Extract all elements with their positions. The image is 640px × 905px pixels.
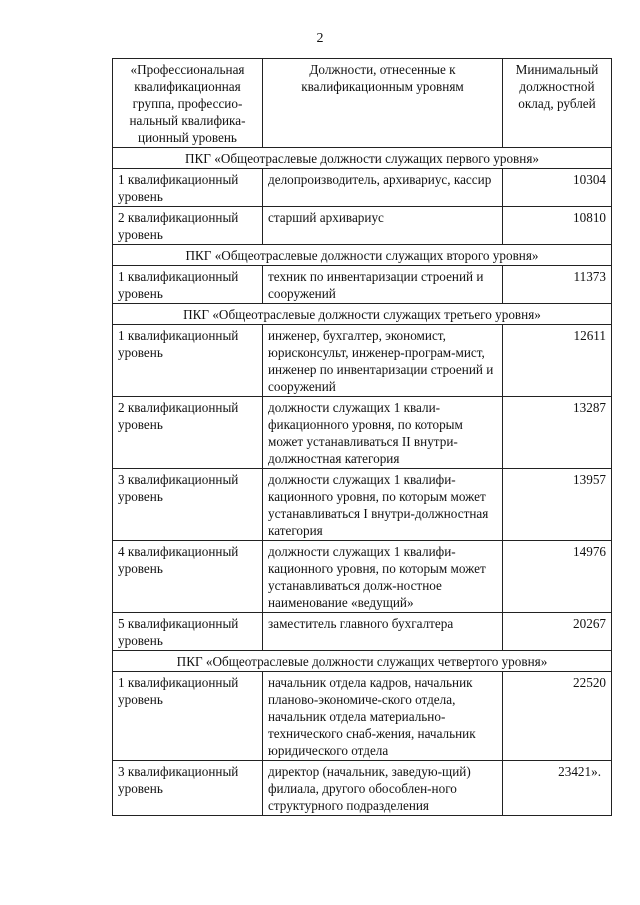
table-row bbox=[113, 469, 612, 541]
group-title: ПКГ «Общеотраслевые должности служащих четвертого уровня» bbox=[113, 651, 612, 672]
positions-cell: делопроизводитель, архивариус, кассир bbox=[263, 169, 503, 207]
level-cell: 3 квалификационный уровень bbox=[113, 761, 263, 816]
salary-cell: 23421». bbox=[503, 761, 612, 816]
level-cell: 2 квалификационный уровень bbox=[113, 207, 263, 245]
group-row bbox=[113, 651, 612, 672]
table-row bbox=[113, 207, 612, 245]
level-cell: 1 квалификационный уровень bbox=[113, 672, 263, 761]
level-cell: 2 квалификационный уровень bbox=[113, 397, 263, 469]
level-cell: 1 квалификационный уровень bbox=[113, 169, 263, 207]
positions-cell: заместитель главного бухгалтера bbox=[263, 613, 503, 651]
positions-cell: инженер, бухгалтер, экономист, юрисконсульт, инженер-програм-мист, инженер по инвентаризации строений и сооружений bbox=[263, 325, 503, 397]
salary-cell: 14976 bbox=[503, 541, 612, 613]
table-row bbox=[113, 266, 612, 304]
positions-cell: начальник отдела кадров, начальник планово-экономиче-ского отдела, начальник отдела материально-технического снаб-жения, начальник юридического отдела bbox=[263, 672, 503, 761]
table-row bbox=[113, 541, 612, 613]
group-title: ПКГ «Общеотраслевые должности служащих второго уровня» bbox=[113, 245, 612, 266]
salary-cell: 13287 bbox=[503, 397, 612, 469]
group-title: ПКГ «Общеотраслевые должности служащих первого уровня» bbox=[113, 148, 612, 169]
positions-cell: директор (начальник, заведую-щий) филиала, другого обособлен-ного структурного подразделения bbox=[263, 761, 503, 816]
salary-table bbox=[112, 58, 612, 816]
group-row bbox=[113, 148, 612, 169]
positions-cell: техник по инвентаризации строений и сооружений bbox=[263, 266, 503, 304]
salary-cell: 12611 bbox=[503, 325, 612, 397]
salary-cell: 22520 bbox=[503, 672, 612, 761]
level-cell: 3 квалификационный уровень bbox=[113, 469, 263, 541]
positions-cell: старший архивариус bbox=[263, 207, 503, 245]
salary-cell: 10304 bbox=[503, 169, 612, 207]
table-row bbox=[113, 761, 612, 816]
salary-cell: 13957 bbox=[503, 469, 612, 541]
page-number: 2 bbox=[316, 31, 324, 46]
table-header-row bbox=[113, 59, 612, 148]
table-row bbox=[113, 325, 612, 397]
header-minimum-salary: Минимальный должностной оклад, рублей bbox=[503, 59, 612, 148]
group-row bbox=[113, 304, 612, 325]
header-qualification-group: «Профессиональная квалификационная группа, профессио-нальный квалифика-ционный уровень bbox=[113, 59, 263, 148]
level-cell: 5 квалификационный уровень bbox=[113, 613, 263, 651]
table-row bbox=[113, 169, 612, 207]
table-row bbox=[113, 397, 612, 469]
level-cell: 4 квалификационный уровень bbox=[113, 541, 263, 613]
level-cell: 1 квалификационный уровень bbox=[113, 325, 263, 397]
header-positions: Должности, отнесенные к квалификационным уровням bbox=[263, 59, 503, 148]
positions-cell: должности служащих 1 квалифи-кационного уровня, по которым может устанавливаться I внутри-должностная категория bbox=[263, 469, 503, 541]
salary-cell: 20267 bbox=[503, 613, 612, 651]
table-row bbox=[113, 613, 612, 651]
group-row bbox=[113, 245, 612, 266]
salary-cell: 11373 bbox=[503, 266, 612, 304]
level-cell: 1 квалификационный уровень bbox=[113, 266, 263, 304]
positions-cell: должности служащих 1 квали-фикационного уровня, по которым может устанавливаться II внутри-должностная категория bbox=[263, 397, 503, 469]
salary-cell: 10810 bbox=[503, 207, 612, 245]
positions-cell: должности служащих 1 квалифи-кационного уровня, по которым может устанавливаться долж-ностное наименование «ведущий» bbox=[263, 541, 503, 613]
table-row bbox=[113, 672, 612, 761]
group-title: ПКГ «Общеотраслевые должности служащих третьего уровня» bbox=[113, 304, 612, 325]
